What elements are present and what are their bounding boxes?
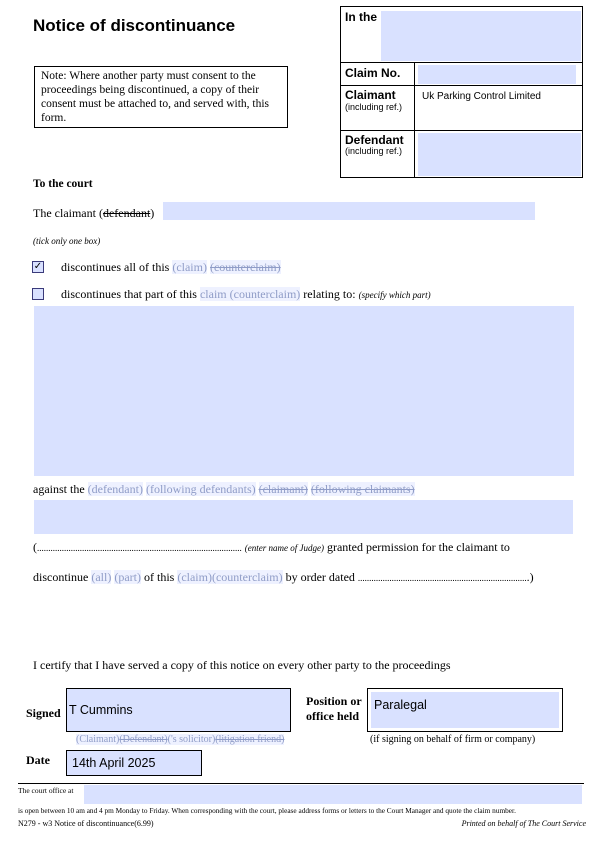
discontinue-part[interactable]: (part) bbox=[114, 570, 141, 584]
option2-claim-counterclaim[interactable]: claim (counterclaim) bbox=[199, 287, 301, 301]
signatory-options bbox=[76, 734, 284, 745]
discontinue-all[interactable]: (all) bbox=[91, 570, 112, 584]
page-title: Notice of discontinuance bbox=[33, 16, 236, 35]
position-label-line1: Position or bbox=[306, 694, 362, 708]
claimant-label: Claimant bbox=[345, 88, 396, 102]
header-divider bbox=[340, 62, 583, 63]
against-line bbox=[33, 482, 415, 497]
header-divider bbox=[340, 85, 583, 86]
signed-solicitor[interactable]: ('s solicitor) bbox=[167, 734, 216, 745]
note-box bbox=[34, 66, 288, 128]
signed-claimant[interactable]: (Claimant) bbox=[76, 734, 120, 745]
court-office-label: The court office at bbox=[18, 786, 74, 795]
against-following-claimants[interactable]: (following claimants) bbox=[310, 482, 415, 496]
signed-litigation-friend[interactable]: (litigation friend) bbox=[215, 734, 285, 745]
discontinue-close: .) bbox=[526, 570, 534, 584]
claim-no-label: Claim No. bbox=[345, 66, 401, 80]
certify-statement: I certify that I have served a copy of this notice on every other party to the proceedings bbox=[33, 658, 451, 672]
court-office-field[interactable] bbox=[84, 785, 582, 804]
discontinue-prefix: discontinue bbox=[33, 570, 89, 584]
printed-on-behalf: Printed on behalf of The Court Service bbox=[461, 819, 586, 828]
note-text: Note: Where another party must consent to the proceedings being discontinued, a copy of their consent must be attached to, and served with, this form. bbox=[41, 70, 270, 124]
claim-no-field[interactable] bbox=[418, 65, 576, 84]
option2-text: discontinues that part of this bbox=[61, 287, 197, 301]
signature-value: T Cummins bbox=[69, 703, 133, 717]
discontinue-part-checkbox[interactable] bbox=[32, 288, 44, 300]
footer-rule bbox=[18, 783, 584, 784]
option2-line bbox=[61, 287, 431, 302]
option2-relating: relating to: bbox=[303, 287, 356, 301]
judge-line-text: granted permission for the claimant to bbox=[326, 540, 510, 554]
against-claimant[interactable]: (claimant) bbox=[258, 482, 308, 496]
claimant-line bbox=[33, 206, 154, 221]
check-icon: ✓ bbox=[33, 261, 43, 272]
discontinue-of-this: of this bbox=[143, 570, 175, 584]
discontinue-claim-counterclaim[interactable]: (claim)(counterclaim) bbox=[177, 570, 283, 584]
against-prefix: against the bbox=[33, 482, 85, 496]
claimant-value: Uk Parking Control Limited bbox=[422, 91, 541, 102]
part-description-field[interactable] bbox=[34, 306, 574, 476]
enter-name-of-judge: (enter name of Judge) bbox=[244, 543, 324, 553]
to-the-court-heading: To the court bbox=[33, 178, 93, 190]
position-label bbox=[306, 694, 362, 724]
claimant-line-suffix: ) bbox=[150, 206, 155, 220]
header-divider bbox=[414, 62, 415, 178]
date-label: Date bbox=[26, 753, 50, 767]
option1-text: discontinues all of this bbox=[61, 260, 170, 274]
judge-open-paren: ( bbox=[33, 540, 37, 554]
form-reference: N279 - w3 Notice of discontinuance(6.99) bbox=[18, 819, 154, 828]
judge-line bbox=[33, 540, 510, 555]
defendant-ref-label: (including ref.) bbox=[345, 146, 403, 156]
position-sub: (if signing on behalf of firm or company) bbox=[370, 734, 536, 745]
position-label-line2: office held bbox=[306, 709, 359, 723]
in-the-label: In the bbox=[345, 10, 377, 24]
claimant-field[interactable] bbox=[422, 91, 541, 102]
order-date-dots[interactable]: ........................................................................... bbox=[357, 573, 527, 583]
header-divider bbox=[340, 130, 583, 131]
defendant-field[interactable] bbox=[418, 133, 581, 176]
tick-only-one-box: (tick only one box) bbox=[33, 236, 101, 246]
against-defendant[interactable]: (defendant) bbox=[87, 482, 143, 496]
claimant-name-field[interactable] bbox=[163, 202, 535, 220]
claimant-line-prefix: The claimant ( bbox=[33, 206, 103, 220]
defendant-struck[interactable]: defendant bbox=[102, 206, 151, 220]
opening-hours-text: is open between 10 am and 4 pm Monday to Friday. When corresponding with the court, please address forms or letters to the Court Manager and quote the claim number. bbox=[18, 806, 516, 815]
judge-name-dots[interactable]: ........................................................................................... bbox=[37, 543, 242, 553]
discontinue-line bbox=[33, 570, 534, 585]
signed-label: Signed bbox=[26, 706, 61, 720]
discontinue-by-order: by order dated bbox=[285, 570, 355, 584]
against-following-defendants[interactable]: (following defendants) bbox=[145, 482, 256, 496]
option1-counterclaim[interactable]: (counterclaim) bbox=[209, 260, 281, 274]
option1-claim[interactable]: (claim) bbox=[172, 260, 207, 274]
claimant-ref-label: (including ref.) bbox=[345, 102, 403, 112]
discontinue-all-checkbox[interactable] bbox=[32, 261, 44, 273]
date-value: 14th April 2025 bbox=[72, 756, 156, 770]
court-name-field[interactable] bbox=[381, 11, 581, 61]
defendant-label: Defendant bbox=[345, 133, 404, 147]
option1-line bbox=[61, 260, 281, 275]
against-parties-field[interactable] bbox=[34, 500, 573, 534]
position-value: Paralegal bbox=[374, 698, 427, 712]
date-field[interactable] bbox=[66, 750, 202, 776]
signature-field[interactable] bbox=[66, 688, 291, 732]
signed-defendant[interactable]: (Defendant) bbox=[119, 734, 168, 745]
position-field[interactable] bbox=[371, 692, 559, 728]
option2-specify: (specify which part) bbox=[358, 290, 431, 300]
